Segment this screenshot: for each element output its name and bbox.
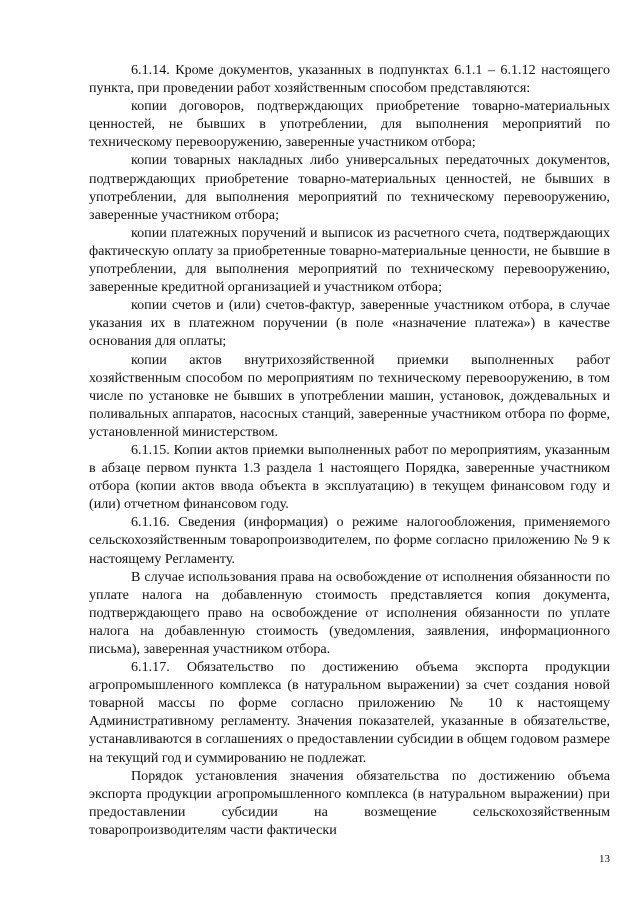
paragraph-vat-exemption: В случае использования права на освобождение от исполнения обязанности по уплате налога на добавленную стоимость представляется копия документа, подтверждающего право на освобождение от исполнения обязанности по уплате налога на добавленную стоимость (уведомления, заявления, информационного письма), заверенная участником отбора.	[89, 568, 610, 657]
paragraph-payment-order-copies: копии платежных поручений и выписок из расчетного счета, подтверждающих фактическую оплату за приобретенные товарно-материальные ценности, не бывшие в употреблении, для выполнения мероприятий по техническому перевооружению, заверенные кредитной организацией и участником отбора;	[89, 224, 610, 296]
paragraph-6-1-17: 6.1.17. Обязательство по достижению объема экспорта продукции агропромышленного комплекса (в натуральном выражении) за счет создания новой товарной массы по форме согласно приложению № 10 к настоящему Административному регламенту. Значения показателей, указанные в обязательстве, устанавливаются в соглашениях о предоставлении субсидии в общем годовом размере на текущий год и суммированию не подлежат.	[89, 659, 610, 766]
paragraph-obligation-procedure: Порядок установления значения обязательства по достижению объема экспорта продукции агропромышленного комплекса (в натуральном выражении) при предоставлении субсидии на возмещение сельскохозяйственным товаропроизводителям части фактически	[89, 767, 610, 838]
paragraph-6-1-15: 6.1.15. Копии актов приемки выполненных работ по мероприятиям, указанным в абзаце первом пункта 1.3 раздела 1 настоящего Порядка, заверенные участником отбора (копии актов ввода объекта в эксплуатацию) в текущем финансовом году и (или) отчетном финансовом году.	[89, 441, 610, 513]
paragraph-6-1-16: 6.1.16. Сведения (информация) о режиме налогообложения, применяемого сельскохозяйственным товаропроизводителем, по форме согласно приложению № 9 к настоящему Регламенту.	[89, 514, 610, 567]
page-number: 13	[599, 853, 610, 865]
paragraph-contract-copies: копии договоров, подтверждающих приобретение товарно-материальных ценностей, не бывших в употреблении, для выполнения мероприятий по техническому перевооружению, заверенные участником отбора;	[89, 98, 610, 151]
paragraph-acceptance-act-copies: копии актов внутрихозяйственной приемки выполненных работ хозяйственным способом по мероприятиям по техническому перевооружению, в том числе по установке не бывших в употреблении машин, установок, дождевальных и поливальных аппаратов, насосных станций, заверенные участником отбора по форме, установленной министерством.	[89, 351, 610, 440]
document-page	[89, 61, 610, 839]
paragraph-6-1-14: 6.1.14. Кроме документов, указанных в подпунктах 6.1.1 – 6.1.12 настоящего пункта, при проведении работ хозяйственным способом представляются:	[89, 62, 610, 97]
paragraph-waybill-copies: копии товарных накладных либо универсальных передаточных документов, подтверждающих приобретение товарно-материальных ценностей, не бывших в употреблении, для выполнения мероприятий по техническому перевооружению, заверенные участником отбора;	[89, 152, 610, 223]
paragraph-invoice-copies: копии счетов и (или) счетов-фактур, заверенные участником отбора, в случае указания их в платежном поручении (в поле «назначение платежа») в качестве основания для оплаты;	[89, 297, 610, 350]
